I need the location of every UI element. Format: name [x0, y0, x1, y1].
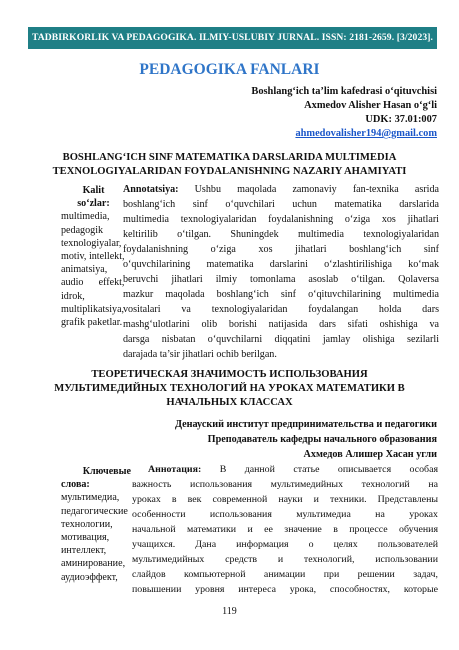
page-number: 119	[222, 606, 237, 617]
ru-keyword-line: педагогические	[61, 505, 128, 517]
ru-keyword-line: технологии,	[61, 518, 113, 530]
uz-author-line: UDK: 37.01:007	[365, 114, 437, 125]
uz-abstract-label: Annotatsiya:	[123, 184, 179, 195]
uz-abstract-line: multimedia texnologiyalaridan foydalanishning o‘ziga xos jihatlari	[123, 214, 439, 225]
uz-author-line: Axmedov Alisher Hasan o‘g‘li	[304, 100, 437, 111]
uz-abstract-line: foydalanishning o‘ziga xos jihatlari boshlang‘ich sinf	[123, 244, 439, 255]
uz-keyword-line: multimedia,	[61, 211, 110, 223]
uz-keyword-line: texnologiyalar,	[61, 237, 122, 249]
uz-keyword-line: idrok,	[61, 290, 85, 302]
ru-keywords-heading-line: Ключевые	[82, 466, 131, 477]
journal-header-text: TADBIRKORLIK VA PEDAGOGIKA. ILMIY-USLUBIY JURNAL. ISSN: 2181-2659. [3/2023].	[31, 32, 434, 43]
uz-keyword-line: multiplikatsiya,	[61, 303, 125, 315]
uz-author-line: Boshlang‘ich ta’lim kafedrasi o‘qituvchisi	[251, 86, 437, 97]
uz-title-line: TEXNOLOGIYALARIDAN FOYDALANISHNING NAZARIY AHAMIYATI	[52, 166, 407, 177]
ru-keyword-line: аминирование,	[61, 558, 126, 570]
ru-keywords-heading-line: слова:	[61, 479, 90, 491]
ru-abstract-label: Аннотация:	[148, 464, 202, 475]
ru-author-line: Денауский институт предпринимательства и педагогики	[174, 419, 437, 430]
uz-keywords	[61, 184, 126, 329]
ru-title-line: МУЛЬТИМЕДИЙНЫХ ТЕХНОЛОГИЙ НА УРОКАХ МАТЕМАТИКИ В	[54, 383, 405, 394]
uz-keyword-line: motiv, intellekt,	[61, 251, 125, 263]
journal-header-bar	[28, 27, 437, 49]
ru-abstract-line: мультимедийных средств и технологий, использовании	[132, 554, 438, 565]
uz-abstract-line: keltirilib o‘tilgan. Shuningdek multimedia texnologiyalaridan	[123, 229, 439, 240]
uz-abstract-line: boshlang‘ich sinf o‘quvchilari uchun matematika darslarida	[123, 199, 439, 210]
uz-title-line: BOSHLANG‘ICH SINF MATEMATIKA DARSLARIDA MULTIMEDIA	[62, 152, 397, 163]
ru-keyword-line: интеллект,	[61, 545, 107, 557]
ru-keywords	[61, 465, 131, 584]
ru-author-line: Ахмедов Алишер Хасан угли	[303, 449, 437, 460]
uz-abstract-line: darsga nisbatan o‘quvchilarni diqqatini jamlay olishiga sezilarli	[123, 334, 439, 345]
ru-abstract-line: начальной математики и ее значение в процессе обучения	[132, 524, 438, 535]
ru-article-title	[22, 368, 437, 410]
ru-abstract-text: В данной статье описывается особая	[219, 464, 438, 475]
uz-abstract-line: vositalari va texnologiyalaridan foydalangan holda dars	[123, 304, 439, 315]
ru-author-block	[175, 417, 437, 462]
uz-keyword-line: pedagogik	[61, 224, 104, 236]
uz-abstract-line: o‘quvchilarining matematika darslarini o‘zlashtirilishiga ko‘mak	[123, 259, 439, 270]
ru-abstract-line: слайдов компьютерной анимации при решении задач,	[132, 569, 438, 580]
ru-keyword-line: аудиоэффект,	[61, 571, 118, 583]
uz-keywords-heading-line: so‘zlar:	[77, 198, 110, 210]
ru-abstract-line: учащихся. Дана информация о целях пользователей	[132, 539, 438, 550]
ru-abstract-line	[132, 462, 438, 477]
ru-title-line: НАЧАЛЬНЫХ КЛАССАХ	[166, 397, 293, 408]
ru-abstract-line: важность использования мультимедийных технологий на	[132, 479, 438, 490]
uz-keywords-heading-line: Kalit	[82, 185, 105, 196]
author-email-link[interactable]: ahmedovalisher194@gmail.com	[295, 128, 437, 139]
uz-abstract-line: mashg‘ulotlarini olib borishi natijasida dars sifati oshishiga va	[123, 319, 439, 330]
uz-abstract	[123, 182, 439, 362]
uz-keyword-line: audio effekt,	[61, 277, 125, 289]
uz-abstract-line: mazkur maqolada boshlang‘ich sinf o‘qituvchilarining multimedia	[123, 289, 439, 300]
uz-keyword-line: grafik paketlar.	[61, 317, 123, 329]
uz-abstract-text: Ushbu maqolada zamonaviy fan-texnika asrida	[194, 184, 439, 195]
ru-abstract	[132, 462, 438, 597]
uz-abstract-line: darajada ta’sir jihatlari ochib berilgan.	[123, 349, 277, 360]
ru-abstract-line: уроках в век современной науки и техники. Представлены	[132, 494, 438, 505]
uz-keywords-heading	[61, 184, 126, 210]
uz-abstract-line: beruvchi jihatlari ilmiy tomonlama asoslab o‘tilgan. Qolaversa	[123, 274, 439, 285]
ru-keywords-heading	[61, 465, 131, 491]
uz-abstract-line	[123, 182, 439, 197]
uz-keyword-line: animatsiya,	[61, 264, 108, 276]
ru-author-line: Преподаватель кафедры начального образования	[207, 434, 437, 445]
ru-keyword-line: мотивация,	[61, 532, 110, 544]
ru-keyword-line: мультимедиа,	[61, 492, 120, 504]
section-title: PEDAGOGIKA FANLARI	[139, 61, 320, 78]
uz-author-block	[251, 85, 437, 141]
ru-abstract-line: повышении уровня интереса урока, способностях, которые	[132, 584, 438, 595]
uz-article-title	[22, 151, 437, 179]
ru-abstract-line: особенности использования мультимедиа на уроках	[132, 509, 438, 520]
ru-title-line: ТЕОРЕТИЧЕСКАЯ ЗНАЧИМОСТЬ ИСПОЛЬЗОВАНИЯ	[91, 369, 368, 380]
